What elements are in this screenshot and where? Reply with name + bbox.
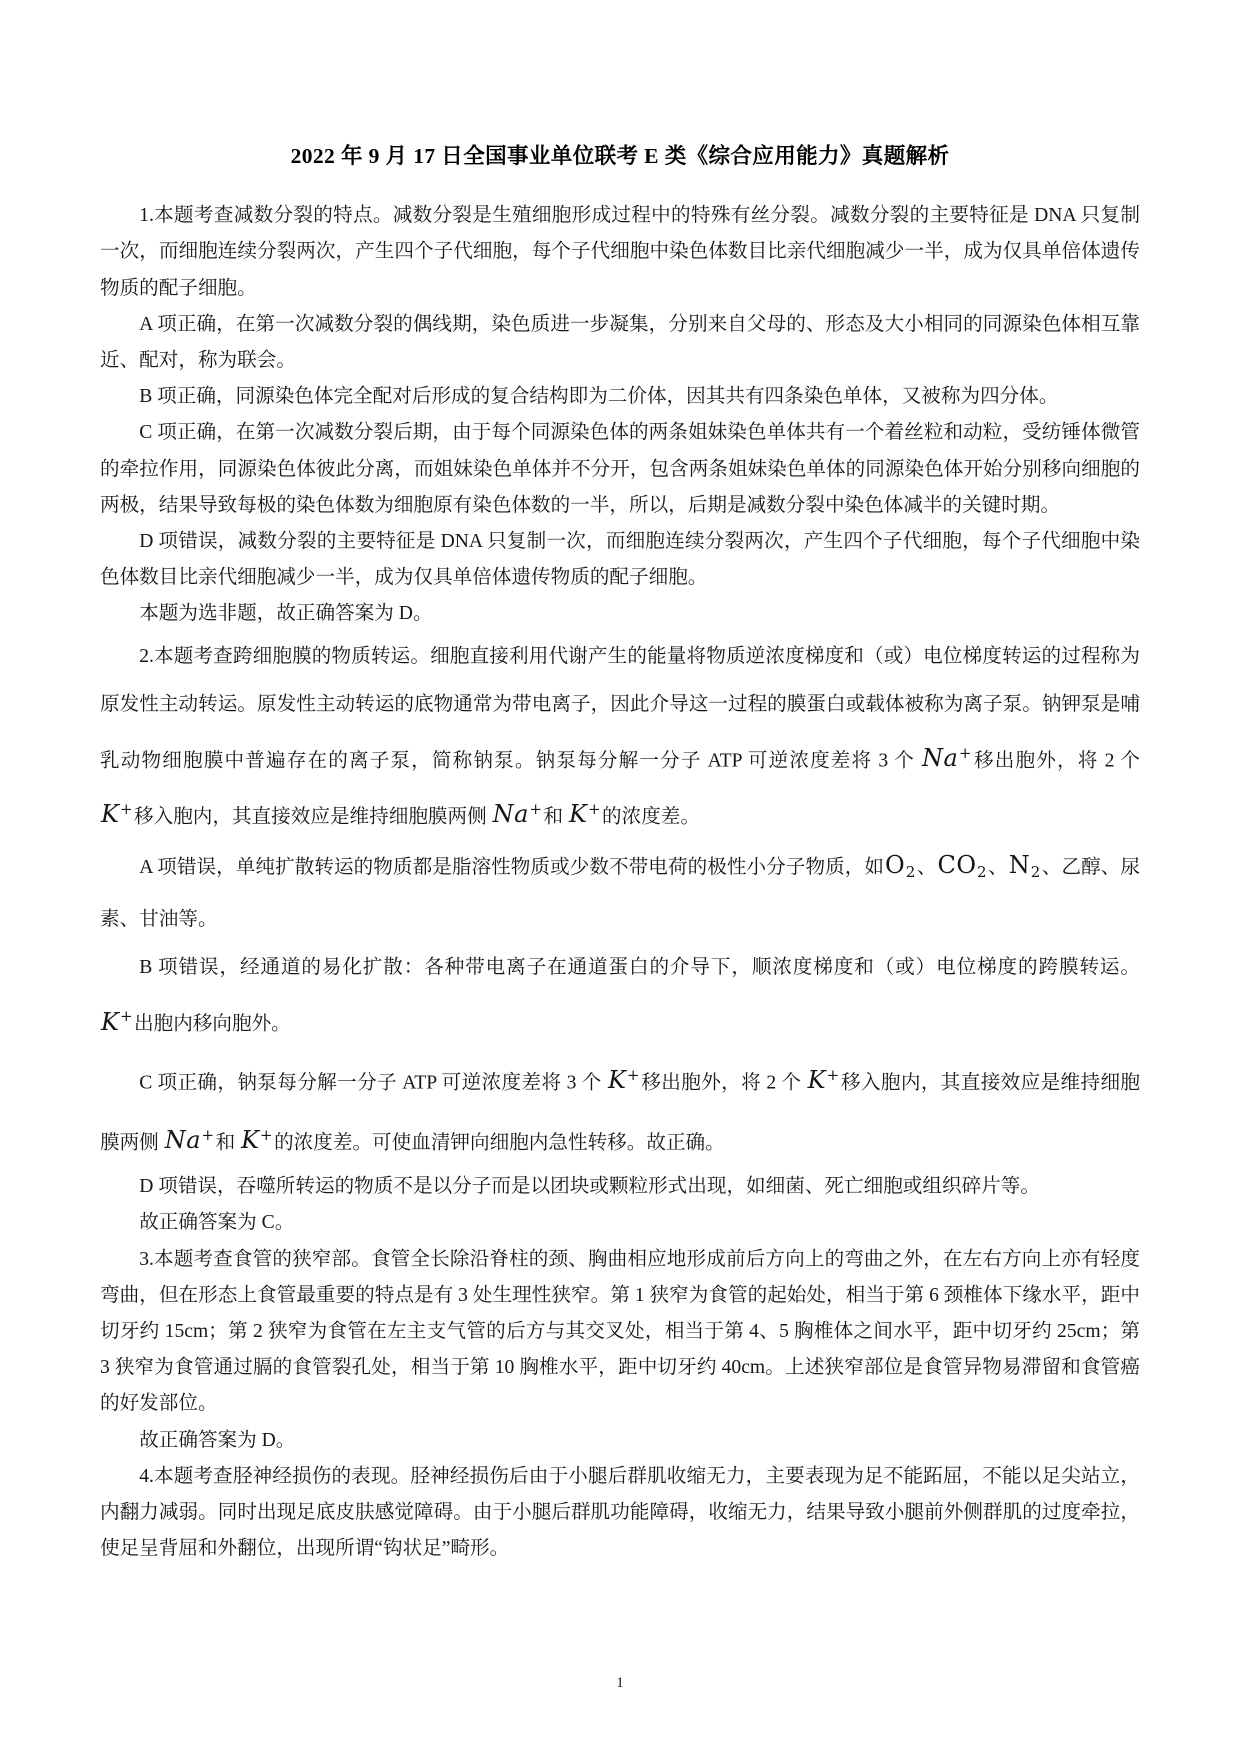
paragraph-4: 4.本题考查胫神经损伤的表现。胫神经损伤后由于小腿后群肌收缩无力，主要表现为足不能跖屈，不能以足尖站立，内翻力减弱。同时出现足底皮肤感觉障碍。由于小腿后群肌功能障碍，收缩无力，结果导致小腿前外侧群肌的过度牵拉，使足呈背屈和外翻位，出现所谓“钩状足”畸形。 [100,1465,1140,1560]
potassium-ion-symbol: K+ [241,1125,274,1155]
page-number: 1 [616,1675,624,1691]
paragraph-2-text-part-4: 和 [543,806,568,828]
potassium-ion-symbol: K+ [607,1065,640,1094]
potassium-ion-symbol: K+ [569,799,602,829]
paragraph-2-text-part-5: 的浓度差。 [602,806,700,828]
option-c-q2-text-part-2: 移出胞外，将 2 个 [640,1071,807,1093]
paragraph-answer-q1: 本题为选非题，故正确答案为 D。 [139,603,433,625]
potassium-ion-symbol: K+ [101,1007,134,1036]
option-c-q2-text-part-5: 的浓度差。可使血清钾向细胞内急性转移。故正确。 [274,1132,725,1154]
option-c-q2-text-part-1: C 项正确，钠泵每分解一分子 ATP 可逆浓度差将 3 个 [139,1071,607,1093]
paragraph-2-text-part-1: 2.本题考查跨细胞膜的物质转运。细胞直接利用代谢产生的能量将物质逆浓度梯度和（或）电位梯度转运的过程称为原发性主动转运。原发性主动转运的底物通常为带电离子，因此介导这一过程的膜蛋白或载体被称为离子泵。钠钾泵是哺乳动物细胞膜中普遍存在的离子泵，简称钠泵。钠泵每分解一分子 ATP 可逆浓度差将 3 个 [100,645,1140,771]
paragraph-option-b-q1: B 项正确，同源染色体完全配对后形成的复合结构即为二价体，因其共有四条染色单体，又被称为四分体。 [139,386,1059,408]
paragraph-option-d-q1: D 项错误，减数分裂的主要特征是 DNA 只复制一次，而细胞连续分裂两次，产生四个子代细胞，每个子代细胞中染色体数目比亲代细胞减少一半，成为仅具单倍体遗传物质的配子细胞。 [100,531,1140,589]
paragraph-option-c-q2 [100,1049,1140,1170]
option-c-q2-text-part-3: 移入胞内，其直接效应是维持细胞膜两侧 [100,1071,1141,1154]
paragraph-option-a-q2 [100,841,1140,944]
potassium-ion-symbol: K+ [101,799,134,829]
paragraph-2-text-part-3: 移入胞内，其直接效应是维持细胞膜两侧 [134,806,492,828]
paragraph-option-a-q1: A 项正确，在第一次减数分裂的偶线期，染色质进一步凝集，分别来自父母的、形态及大小相同的同源染色体相互靠近、配对，称为联会。 [100,313,1140,372]
carbon-dioxide-symbol: $CO_2$ [937,851,988,882]
paragraph-option-d-q2: D 项错误，吞噬所转运的物质不是以分子而是以团块或颗粒形式出现，如细菌、死亡细胞或组织碎片等。 [139,1176,1040,1198]
page-title: 2022 年 9 月 17 日全国事业单位联考 E 类《综合应用能力》真题解析 [290,144,950,168]
paragraph-answer-q3: 故正确答案为 D。 [139,1429,296,1451]
nitrogen-molecule-symbol: $N_2$ [1008,851,1041,882]
sodium-ion-symbol: Na+ [922,743,972,772]
paragraph-answer-q2: 故正确答案为 C。 [139,1212,295,1234]
option-b-q2-text-part-2: 出胞内移向胞外。 [134,1013,291,1035]
sodium-ion-symbol: Na+ [492,799,543,829]
oxygen-molecule-symbol: $O_2$ [885,851,916,882]
option-c-q2-text-part-4: 和 [215,1132,241,1154]
paragraph-3: 3.本题考查食管的狭窄部。食管全长除沿脊柱的颈、胸曲相应地形成前后方向上的弯曲之外，在左右方向上亦有轻度弯曲，但在形态上食管最重要的特点是有 3 处生理性狭窄。第 1 狭窄为食管的起始处，相当于第 6 颈椎体下缘水平，距中切牙约 15cm；第 2 狭窄为食管在左主支气管的后方与其交叉处，相当于第 4、5 胸椎体之间水平，距中切牙约 25cm；第 3 狭窄为食管通过膈的食管裂孔处，相当于第 10 胸椎水平，距中切牙约 40cm。上述狭窄部位是食管异物易滞留和食管癌的好发部位。 [100,1248,1140,1415]
document-body [100,198,1140,1567]
paragraph-2 [100,633,1140,842]
option-b-q2-text-part-1: B 项错误，经通道的易化扩散：各种带电离子在通道蛋白的介导下，顺浓度梯度和（或）电位梯度的跨膜转运。 [139,957,1140,979]
paragraph-option-c-q1: C 项正确，在第一次减数分裂后期，由于每个同源染色体的两条姐妹染色单体共有一个着丝粒和动粒，受纺锤体微管的牵拉作用，同源染色体彼此分离，而姐妹染色单体并不分开，包含两条姐妹染色单体的同源染色体开始分别移向细胞的两极，结果导致每极的染色体数为细胞原有染色体数的一半，所以，后期是减数分裂中染色体减半的关键时期。 [100,422,1140,516]
paragraph-option-b-q2 [100,944,1140,1048]
paragraph-1: 1.本题考查减数分裂的特点。减数分裂是生殖细胞形成过程中的特殊有丝分裂。减数分裂的主要特征是 DNA 只复制一次，而细胞连续分裂两次，产生四个子代细胞，每个子代细胞中染色体数目比亲代细胞减少一半，成为仅具单倍体遗传物质的配子细胞。 [100,205,1140,299]
paragraph-2-text-part-2: 移出胞外，将 2 个 [972,749,1141,771]
option-a-q2-text-part-2: 、 [916,857,937,879]
sodium-ion-symbol: Na+ [164,1125,215,1155]
option-a-q2-text-part-3: 、 [988,857,1008,879]
potassium-ion-symbol: K+ [807,1065,840,1094]
option-a-q2-text-part-4: 、乙醇、尿素、甘油等。 [100,857,1141,931]
option-a-q2-text-part-1: A 项错误，单纯扩散转运的物质都是脂溶性物质或少数不带电荷的极性小分子物质，如 [139,857,885,879]
